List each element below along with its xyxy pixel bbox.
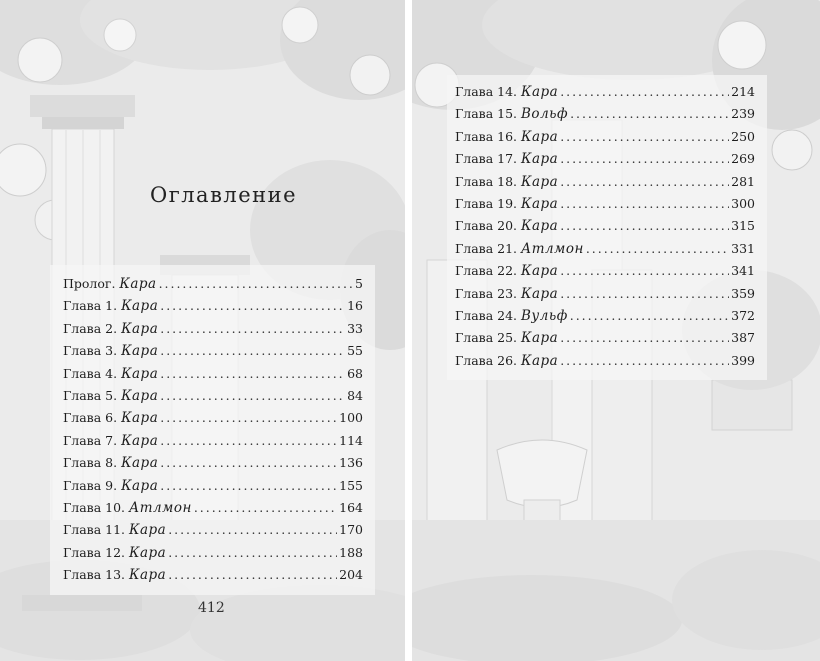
chapter-label: Глава 8. [63,455,118,471]
page-number: 84 [347,387,363,403]
dot-leader [160,295,345,317]
narrator-name: Кара [521,128,559,145]
toc-entry [455,103,755,125]
page-number: 399 [731,352,755,368]
page-number: 300 [731,195,755,211]
narrator-name: Кара [521,218,559,235]
chapter-label: Глава 12. [63,544,126,560]
page-number: 100 [339,410,363,426]
dot-leader [560,350,729,372]
narrator-name: Кара [521,352,559,369]
toc-entry [455,327,755,349]
page-number: 55 [347,343,363,359]
narrator-name: Кара [521,263,559,280]
toc-entry [455,305,755,327]
book-gutter [405,0,412,661]
page-number: 114 [339,432,363,448]
dot-leader [160,475,337,497]
dot-leader [194,497,337,519]
narrator-name: Кара [521,330,559,347]
chapter-label: Глава 24. [455,307,518,323]
chapter-label: Глава 21. [455,240,518,256]
left-page [0,0,405,661]
narrator-name: Кара [521,195,559,212]
toc-list-right [455,81,755,372]
dot-leader [586,238,729,260]
page-number: 315 [731,218,755,234]
narrator-name: Кара [121,410,159,427]
toc-entry [455,260,755,282]
narrator-name: Кара [129,522,167,539]
page-number: 204 [339,567,363,583]
dot-leader [560,148,729,170]
chapter-label: Глава 3. [63,343,118,359]
dot-leader [560,260,729,282]
page-number: 5 [355,276,363,291]
page-title: Оглавление [150,183,298,207]
page-number: 170 [339,522,363,538]
page-number: 387 [731,330,755,346]
dot-leader [560,215,729,237]
toc-entry [455,81,755,103]
toc-entry [63,519,363,541]
toc-entry [63,318,363,340]
chapter-label: Пролог. [63,276,116,291]
narrator-name: Кара [121,455,159,472]
dot-leader [160,385,345,407]
toc-entry [63,452,363,474]
narrator-name: Атлмон [521,240,584,257]
page-number: 239 [731,106,755,122]
narrator-name: Вольф [521,106,569,123]
narrator-name: Кара [121,298,159,315]
toc-entry [63,430,363,452]
chapter-label: Глава 7. [63,432,118,448]
toc-entry [63,542,363,564]
dot-leader [160,407,337,429]
chapter-label: Глава 6. [63,410,118,426]
chapter-label: Глава 16. [455,128,518,144]
page-number: 341 [731,263,755,279]
toc-entry [63,340,363,362]
page-number: 188 [339,544,363,560]
folio-page-number: 412 [198,600,225,616]
toc-entry [63,385,363,407]
toc-entry [455,283,755,305]
page-number: 269 [731,151,755,167]
chapter-label: Глава 17. [455,151,518,167]
dot-leader [160,452,337,474]
page-number: 136 [339,455,363,471]
dot-leader [160,430,337,452]
narrator-name: Кара [521,84,559,100]
page-number: 16 [347,298,363,314]
narrator-name: Кара [121,432,159,449]
dot-leader [560,171,729,193]
narrator-name: Кара [121,320,159,337]
dot-leader [570,103,729,125]
dot-leader [160,363,345,385]
toc-list-left [63,273,363,586]
narrator-name: Кара [521,173,559,190]
chapter-label: Глава 19. [455,195,518,211]
chapter-label: Глава 22. [455,263,518,279]
narrator-name: Кара [121,477,159,494]
chapter-label: Глава 1. [63,298,118,314]
chapter-label: Глава 18. [455,173,518,189]
narrator-name: Кара [129,544,167,561]
toc-entry [455,238,755,260]
chapter-label: Глава 15. [455,106,518,122]
page-number: 372 [731,307,755,323]
toc-entry [63,363,363,385]
dot-leader [160,318,345,340]
dot-leader [560,327,729,349]
dot-leader [159,273,353,295]
chapter-label: Глава 26. [455,352,518,368]
narrator-name: Кара [121,343,159,360]
chapter-label: Глава 20. [455,218,518,234]
toc-entry [455,148,755,170]
toc-entry [455,171,755,193]
narrator-name: Кара [129,567,167,584]
narrator-name: Кара [121,365,159,382]
chapter-label: Глава 10. [63,499,126,515]
toc-entry [455,215,755,237]
chapter-label: Глава 9. [63,477,118,493]
dot-leader [560,283,729,305]
toc-entry [63,475,363,497]
toc-entry [455,350,755,372]
dot-leader [168,519,337,541]
page-number: 331 [731,240,755,256]
toc-entry [63,407,363,429]
right-page [412,0,820,661]
toc-entry [63,295,363,317]
narrator-name: Атлмон [129,499,192,516]
page-number: 250 [731,128,755,144]
narrator-name: Кара [521,151,559,168]
page-number: 68 [347,365,363,381]
chapter-label: Глава 4. [63,365,118,381]
toc-entry [63,273,363,295]
dot-leader [560,81,729,103]
chapter-label: Глава 23. [455,285,518,301]
dot-leader [160,340,345,362]
narrator-name: Кара [121,387,159,404]
dot-leader [560,193,729,215]
toc-entry [63,497,363,519]
dot-leader [168,564,337,586]
chapter-label: Глава 13. [63,567,126,583]
page-number: 281 [731,173,755,189]
chapter-label: Глава 5. [63,387,118,403]
chapter-label: Глава 11. [63,522,126,538]
toc-entry [455,193,755,215]
narrator-name: Кара [119,276,157,292]
narrator-name: Вульф [521,307,568,324]
chapter-label: Глава 25. [455,330,518,346]
page-number: 359 [731,285,755,301]
dot-leader [570,305,729,327]
chapter-label: Глава 14. [455,84,518,99]
toc-entry [455,126,755,148]
page-number: 155 [339,477,363,493]
page-number: 214 [731,84,755,99]
toc-entry [63,564,363,586]
page-number: 164 [339,499,363,515]
dot-leader [168,542,337,564]
chapter-label: Глава 2. [63,320,118,336]
page-number: 33 [347,320,363,336]
dot-leader [560,126,729,148]
narrator-name: Кара [521,285,559,302]
